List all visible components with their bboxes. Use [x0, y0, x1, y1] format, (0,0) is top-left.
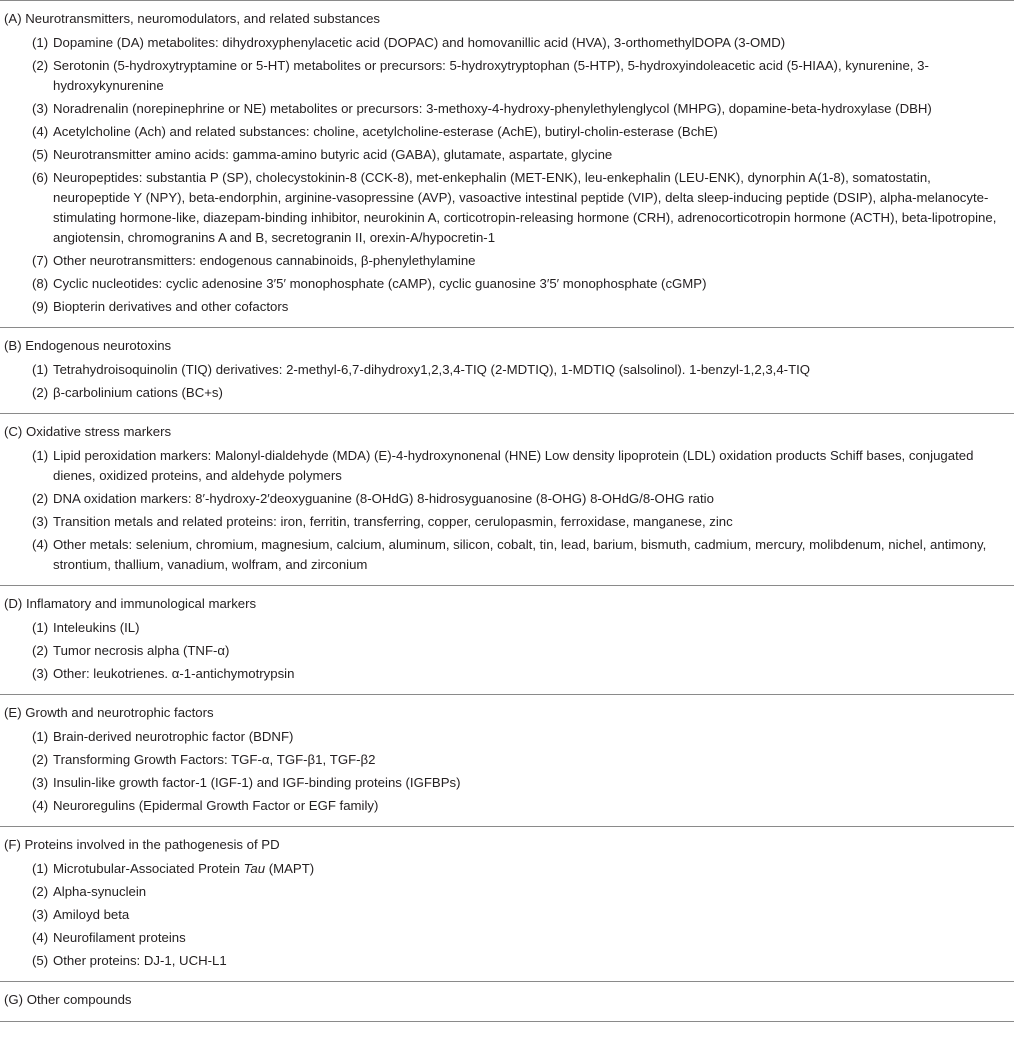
item-number: (1) — [32, 35, 49, 50]
item-number: (2) — [32, 643, 49, 658]
item-text-main: Other proteins: DJ-1, UCH-L1 — [53, 953, 227, 968]
list-item — [0, 512, 1014, 532]
item-text-main: Other: leukotrienes. α-1-antichymotrypsin — [53, 666, 295, 681]
item-text-main: Biopterin derivatives and other cofactors — [53, 299, 289, 314]
list-item — [0, 535, 1014, 575]
list-item — [0, 145, 1014, 165]
table-section — [0, 414, 1014, 586]
item-text — [53, 514, 733, 529]
list-item — [0, 664, 1014, 684]
list-item — [0, 905, 1014, 925]
item-text-main: Tetrahydroisoquinolin (TIQ) derivatives: 2-methyl-6,7-dihydroxy1,2,3,4-TIQ (2-MDTIQ), 1-MDTIQ (salsolinol). 1-benzyl-1,2,3,4-TIQ — [53, 362, 811, 377]
item-text — [53, 491, 714, 506]
table-section — [0, 328, 1014, 414]
item-text — [53, 798, 378, 813]
list-item — [0, 489, 1014, 509]
item-text-main: Inteleukins (IL) — [53, 620, 140, 635]
item-text — [53, 884, 146, 899]
item-text — [53, 448, 973, 483]
list-item — [0, 168, 1014, 248]
item-text-main: Alpha-synuclein — [53, 884, 147, 899]
item-number: (4) — [32, 124, 49, 139]
item-number: (3) — [32, 775, 49, 790]
item-text-main: Transition metals and related proteins: iron, ferritin, transferring, copper, cerulopasmin, ferroxidase, manganese, zinc — [53, 514, 733, 529]
section-header: (F) Proteins involved in the pathogenesis of PD — [4, 837, 280, 852]
list-item — [0, 122, 1014, 142]
list-item — [0, 859, 1014, 879]
list-item — [0, 796, 1014, 816]
list-item — [0, 727, 1014, 747]
item-number: (1) — [32, 620, 49, 635]
table-section — [0, 982, 1014, 1022]
list-item — [0, 446, 1014, 486]
item-text-main: Acetylcholine (Ach) and related substances: choline, acetylcholine-esterase (AchE), butiryl-cholin-esterase (BchE) — [53, 124, 718, 139]
item-text — [53, 35, 785, 50]
list-item — [0, 750, 1014, 770]
item-text — [53, 147, 612, 162]
item-number: (3) — [32, 907, 49, 922]
list-item — [0, 383, 1014, 403]
item-number: (1) — [32, 729, 49, 744]
list-item — [0, 618, 1014, 638]
item-text-main: Other neurotransmitters: endogenous cannabinoids, β-phenylethylamine — [53, 253, 476, 268]
item-number: (9) — [32, 299, 49, 314]
item-text — [53, 752, 375, 767]
list-item — [0, 951, 1014, 971]
list-item — [0, 56, 1014, 96]
item-text — [53, 253, 476, 268]
item-text — [53, 643, 229, 658]
item-text-main: Neurotransmitter amino acids: gamma-amino butyric acid (GABA), glutamate, aspartate, glycine — [53, 147, 613, 162]
section-header: (B) Endogenous neurotoxins — [4, 338, 172, 353]
item-text — [53, 537, 986, 572]
item-text — [53, 861, 314, 876]
item-text-main: Neuroregulins (Epidermal Growth Factor or EGF family) — [53, 798, 379, 813]
list-item — [0, 297, 1014, 317]
item-text — [53, 299, 288, 314]
section-header: (D) Inflamatory and immunological markers — [4, 596, 257, 611]
section-header: (A) Neurotransmitters, neuromodulators, and related substances — [4, 11, 381, 26]
list-item — [0, 251, 1014, 271]
item-number: (5) — [32, 953, 49, 968]
item-number: (6) — [32, 170, 49, 185]
item-number: (2) — [32, 884, 49, 899]
list-item — [0, 928, 1014, 948]
section-header: (E) Growth and neurotrophic factors — [4, 705, 214, 720]
item-text-main: β-carbolinium cations (BC+s) — [53, 385, 223, 400]
item-text-suffix: (MAPT) — [265, 861, 315, 876]
table-section — [0, 1, 1014, 328]
list-item — [0, 99, 1014, 119]
item-number: (2) — [32, 752, 49, 767]
table-section — [0, 695, 1014, 827]
item-number: (4) — [32, 537, 49, 552]
item-text-main: DNA oxidation markers: 8′-hydroxy-2′deoxyguanine (8-OHdG) 8-hidrosyguanosine (8-OHG) 8-OHdG/8-OHG ratio — [53, 491, 714, 506]
item-number: (2) — [32, 491, 49, 506]
item-number: (2) — [32, 385, 49, 400]
list-item — [0, 882, 1014, 902]
item-text — [53, 930, 186, 945]
item-number: (7) — [32, 253, 49, 268]
item-text — [53, 276, 706, 291]
item-text-main: Other metals: selenium, chromium, magnesium, calcium, aluminum, silicon, cobalt, tin, lead, barium, bismuth, cadmium, mercury, molibdenum, nichel, antimony, strontium, thallium, vanadium, wolfram, and zirconium — [53, 537, 987, 572]
item-text — [53, 385, 223, 400]
item-number: (3) — [32, 514, 49, 529]
item-number: (4) — [32, 930, 49, 945]
list-item — [0, 274, 1014, 294]
item-text-main: Microtubular-Associated Protein — [53, 861, 244, 876]
item-text — [53, 124, 718, 139]
item-number: (1) — [32, 861, 49, 876]
section-header: (C) Oxidative stress markers — [4, 424, 172, 439]
item-text-main: Cyclic nucleotides: cyclic adenosine 3′5′ monophosphate (cAMP), cyclic guanosine 3′5′ monophosphate (cGMP) — [53, 276, 707, 291]
item-text-main: Noradrenalin (norepinephrine or NE) metabolites or precursors: 3-methoxy-4-hydroxy-phenylethylenglycol (MHPG), dopamine-beta-hydroxylase (DBH) — [53, 101, 932, 116]
item-text — [53, 666, 294, 681]
item-text-main: Lipid peroxidation markers: Malonyl-dialdehyde (MDA) (E)-4-hydroxynonenal (HNE) Low density lipoprotein (LDL) oxidation products Schiff bases, conjugated dienes, oxidized proteins, and aldehyde polymers — [53, 448, 974, 483]
item-text-main: Serotonin (5-hydroxytryptamine or 5-HT) metabolites or precursors: 5-hydroxytryptophan (5-HTP), 5-hydroxyindoleacetic acid (5-HIAA), kynurenine, 3-hydroxykynurenine — [53, 58, 929, 93]
item-text-main: Transforming Growth Factors: TGF-α, TGF-β1, TGF-β2 — [53, 752, 376, 767]
item-text — [53, 101, 932, 116]
item-text — [53, 170, 996, 245]
item-number: (8) — [32, 276, 49, 291]
item-number: (2) — [32, 58, 49, 73]
list-item — [0, 773, 1014, 793]
table-section — [0, 827, 1014, 982]
table-section — [0, 586, 1014, 695]
item-text-main: Neurofilament proteins — [53, 930, 186, 945]
item-text-main: Neuropeptides: substantia P (SP), cholecystokinin-8 (CCK-8), met-enkephalin (MET-ENK), leu-enkephalin (LEU-ENK), dynorphin A(1-8), somatostatin, neuropeptide Y (NPY), beta-endorphin, arginine-vasopressine (AVP), vasoactive intestinal peptide (VIP), delta sleep-inducing peptide (DSIP), alpha-melanocyte-stimulating hormone-like, diazepam-binding inhibitor, neurokinin A, corticotropin-releasing hormone (CRH), adrenocorticotropin hormone (ACTH), beta-lipotropine, angiotensin, chromogranins A and B, secretogranin II, orexin-A/hypocretin-1 — [53, 170, 997, 245]
list-item — [0, 641, 1014, 661]
list-item — [0, 360, 1014, 380]
item-number: (5) — [32, 147, 49, 162]
item-number: (3) — [32, 101, 49, 116]
item-text-main: Dopamine (DA) metabolites: dihydroxyphenylacetic acid (DOPAC) and homovanillic acid (HVA), 3-orthomethylDOPA (3-OMD) — [53, 35, 786, 50]
item-text — [53, 907, 129, 922]
section-header: (G) Other compounds — [4, 992, 132, 1007]
item-number: (3) — [32, 666, 49, 681]
item-text-main: Insulin-like growth factor-1 (IGF-1) and IGF-binding proteins (IGFBPs) — [53, 775, 461, 790]
item-number: (1) — [32, 448, 49, 463]
item-text-italic: Tau — [243, 861, 266, 876]
list-item — [0, 33, 1014, 53]
item-text — [53, 775, 461, 790]
item-number: (1) — [32, 362, 49, 377]
item-text-main: Amiloyd beta — [53, 907, 130, 922]
item-text — [53, 58, 929, 93]
item-text — [53, 729, 293, 744]
item-text-main: Brain-derived neurotrophic factor (BDNF) — [53, 729, 294, 744]
item-text — [53, 620, 140, 635]
item-text-main: Tumor necrosis alpha (TNF-α) — [53, 643, 230, 658]
item-number: (4) — [32, 798, 49, 813]
item-text — [53, 953, 227, 968]
item-text — [53, 362, 810, 377]
